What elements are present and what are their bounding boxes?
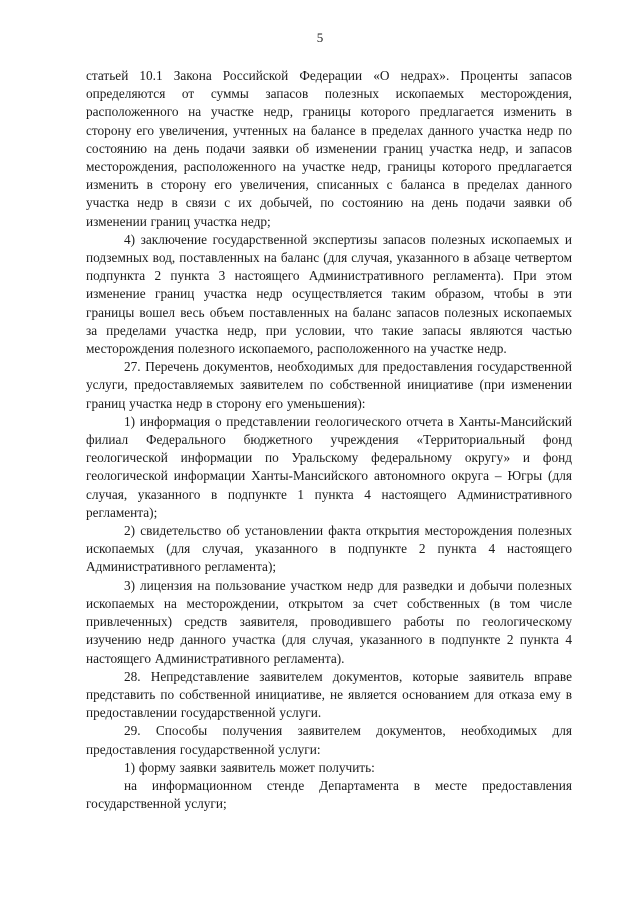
- paragraph-section-27: 27. Перечень документов, необходимых для предоставления государственной услуги, предоставляемых заявителем по собственной инициативе (при изменении границ участка недр в сторону его уменьшения):: [86, 359, 572, 411]
- paragraph-27-item-1: 1) информация о представлении геологического отчета в Ханты-Мансийский филиал Федерального бюджетного учреждения «Территориальный фонд геологической информации по Уральскому федеральному округу» и фонд геологической информации Ханты-Мансийского автономного округа – Югры (для случая, указанного в подпункте 1 пункта 4 настоящего Административного регламента);: [86, 413, 572, 520]
- paragraph-29-item-1-stand: на информационном стенде Департамента в месте предоставления государственной услуги;: [86, 777, 572, 812]
- paragraph-29-item-1: 1) форму заявки заявитель может получить:: [124, 759, 375, 775]
- paragraph-27-item-2: 2) свидетельство об установлении факта открытия месторождения полезных ископаемых (для случая, указанного в подпункте 2 пункта 4 настоящего Административного регламента);: [86, 523, 572, 575]
- page-number: 5: [316, 30, 324, 45]
- paragraph-27-item-3: 3) лицензия на пользование участком недр для разведки и добычи полезных ископаемых на месторождении, открытом за счет собственных (в том числе привлеченных) средств заявителя, проводившего работы по геологическому изучению недр данного участка (для случая, указанного в подпункте 2 пункта 4 настоящего Административного регламента).: [86, 577, 572, 666]
- paragraph-section-28: 28. Непредставление заявителем документов, которые заявитель вправе представить по собственной инициативе, не является основанием для отказа ему в предоставлении государственной услуги.: [86, 668, 572, 721]
- paragraph-item-4: 4) заключение государственной экспертизы запасов полезных ископаемых и подземных вод, поставленных на баланс (для случая, указанного в абзаце четвертом подпункта 2 пункта 3 настоящего Административного регламента). При этом изменение границ участка недр осуществляется таким образом, чтобы в эти границы вошел весь объем поставленных на баланс запасов полезных ископаемых за пределами участка недр, при условии, что такие запасы являются частью месторождения полезного ископаемого, расположенного на участке недр.: [86, 231, 572, 357]
- paragraph-section-29: 29. Способы получения заявителем документов, необходимых для предоставления государственной услуги:: [86, 723, 572, 757]
- document-body: [86, 67, 572, 813]
- paragraph-continuation: статьей 10.1 Закона Российской Федерации «О недрах». Проценты запасов определяются от суммы запасов полезных ископаемых месторождения, расположенного на участке недр, границы которого предлагается изменить в сторону его увеличения, учтенных на балансе в пределах данного участка недр по состоянию на день подачи заявки об изменении границ участка недр, и запасов месторождения, расположенного на участке недр, границы которого предлагается изменить в сторону его увеличения, списанных с баланса в пределах данного участка недр в связи с их добычей, по состоянию на день подачи заявки об изменении границ участка недр;: [86, 68, 572, 229]
